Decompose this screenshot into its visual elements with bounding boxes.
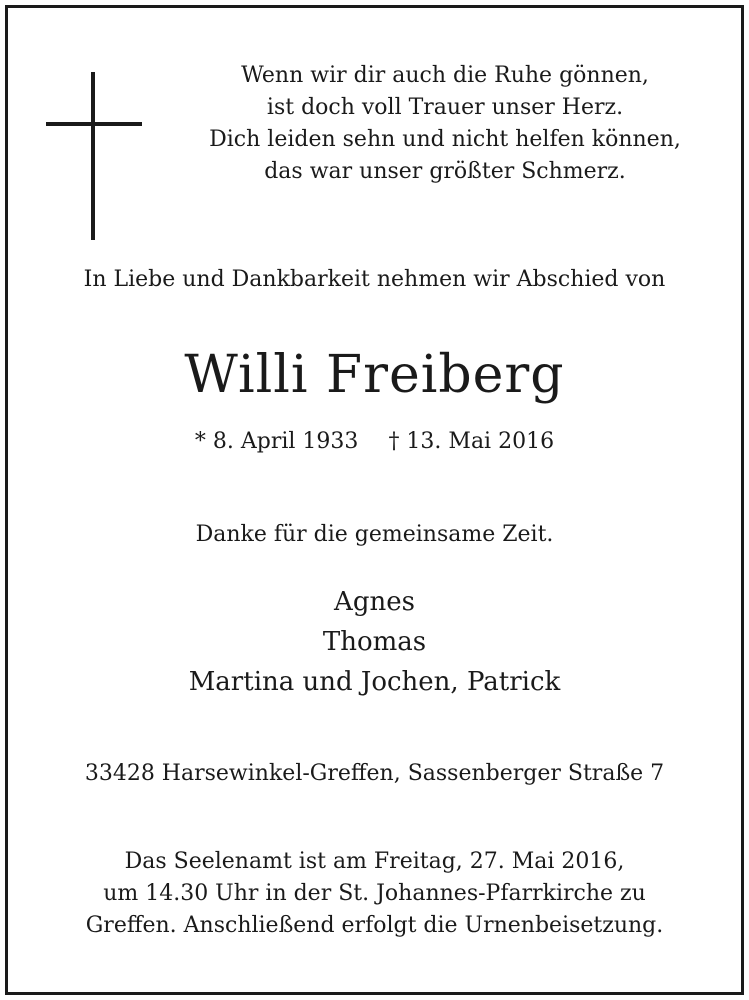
service-line: Greffen. Anschließend erfolgt die Urnenbeisetzung.: [85, 913, 664, 938]
cross-icon: [46, 72, 142, 240]
life-dates: [0, 424, 749, 460]
service-line: Das Seelenamt ist am Freitag, 27. Mai 2016,: [124, 849, 625, 874]
poem-line: Wenn wir dir auch die Ruhe gönnen,: [241, 63, 649, 88]
mourners-list: [0, 582, 749, 702]
death-date: † 13. Mai 2016: [388, 429, 555, 454]
service-info: [0, 846, 749, 942]
thanks-text: Danke für die gemeinsame Zeit.: [195, 522, 554, 547]
birth-date: * 8. April 1933: [194, 429, 359, 454]
poem: [150, 60, 740, 188]
intro-text: In Liebe und Dankbarkeit nehmen wir Abschied von: [83, 267, 666, 292]
service-line: um 14.30 Uhr in der St. Johannes-Pfarrkirche zu: [103, 881, 646, 906]
mourner-name: Martina und Jochen, Patrick: [188, 667, 561, 697]
address: 33428 Harsewinkel-Greffen, Sassenberger Straße 7: [84, 761, 665, 786]
poem-line: das war unser größter Schmerz.: [264, 159, 626, 184]
mourner-name: Thomas: [322, 627, 427, 657]
poem-line: ist doch voll Trauer unser Herz.: [266, 95, 624, 120]
poem-line: Dich leiden sehn und nicht helfen können,: [209, 127, 681, 152]
deceased-name: Willi Freiberg: [184, 345, 565, 405]
mourner-name: Agnes: [334, 587, 415, 617]
